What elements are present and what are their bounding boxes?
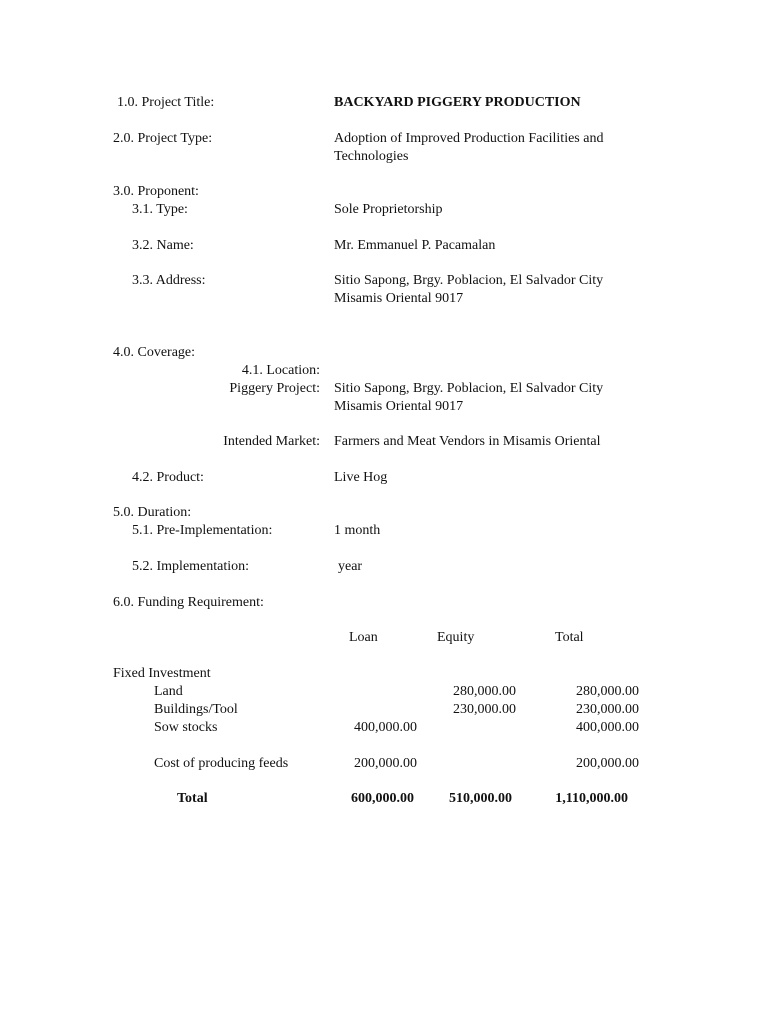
product-label: 4.2. Product:: [132, 470, 204, 485]
row-land-equity: 280,000.00: [453, 684, 516, 699]
total-row-loan: 600,000.00: [351, 791, 414, 806]
project-type-value-line2: Technologies: [334, 149, 409, 164]
row-buildings-equity: 230,000.00: [453, 702, 516, 717]
project-type-label: 2.0. Project Type:: [113, 131, 213, 146]
row-land-total: 280,000.00: [576, 684, 639, 699]
proponent-address-line1: Sitio Sapong, Brgy. Poblacion, El Salvador City: [334, 273, 604, 288]
piggery-project-line2: Misamis Oriental 9017: [334, 399, 464, 414]
duration-label: 5.0. Duration:: [113, 505, 192, 520]
pre-implementation-value: 1 month: [334, 523, 381, 538]
project-title-value: BACKYARD PIGGERY PRODUCTION: [334, 95, 581, 110]
proponent-label: 3.0. Proponent:: [113, 184, 199, 199]
piggery-project-label: Piggery Project:: [229, 381, 320, 396]
header-loan: Loan: [349, 630, 378, 645]
total-row-name: Total: [177, 791, 208, 806]
piggery-project-line1: Sitio Sapong, Brgy. Poblacion, El Salvador City: [334, 381, 604, 396]
implementation-value: year: [338, 559, 363, 574]
intended-market-value: Farmers and Meat Vendors in Misamis Oriental: [334, 434, 601, 449]
row-land-name: Land: [154, 684, 183, 699]
intended-market-label: Intended Market:: [223, 434, 320, 449]
total-row-total: 1,110,000.00: [555, 791, 628, 806]
row-buildings-name: Buildings/Tool: [154, 702, 238, 717]
fixed-investment-label: Fixed Investment: [113, 666, 211, 681]
product-value: Live Hog: [334, 470, 388, 485]
proponent-type-label: 3.1. Type:: [132, 202, 188, 217]
total-row-equity: 510,000.00: [449, 791, 512, 806]
proponent-name-value: Mr. Emmanuel P. Pacamalan: [334, 238, 496, 253]
row-feeds-name: Cost of producing feeds: [154, 756, 289, 771]
proponent-address-line2: Misamis Oriental 9017: [334, 291, 464, 306]
row-sow-stocks-name: Sow stocks: [154, 720, 218, 735]
location-label: 4.1. Location:: [241, 363, 320, 378]
header-equity: Equity: [437, 630, 475, 645]
row-feeds-total: 200,000.00: [576, 756, 639, 771]
row-sow-stocks-loan: 400,000.00: [354, 720, 417, 735]
proponent-type-value: Sole Proprietorship: [334, 202, 443, 217]
row-feeds-loan: 200,000.00: [354, 756, 417, 771]
proponent-address-label: 3.3. Address:: [132, 273, 206, 288]
row-sow-stocks-total: 400,000.00: [576, 720, 639, 735]
implementation-label: 5.2. Implementation:: [132, 559, 250, 574]
funding-requirement-label: 6.0. Funding Requirement:: [113, 595, 264, 610]
project-type-value-line1: Adoption of Improved Production Facilities and: [334, 131, 604, 146]
project-title-label: 1.0. Project Title:: [117, 95, 215, 110]
coverage-label: 4.0. Coverage:: [113, 345, 196, 360]
proponent-name-label: 3.2. Name:: [132, 238, 194, 253]
row-buildings-total: 230,000.00: [576, 702, 639, 717]
header-total: Total: [555, 630, 584, 645]
pre-implementation-label: 5.1. Pre-Implementation:: [132, 523, 273, 538]
